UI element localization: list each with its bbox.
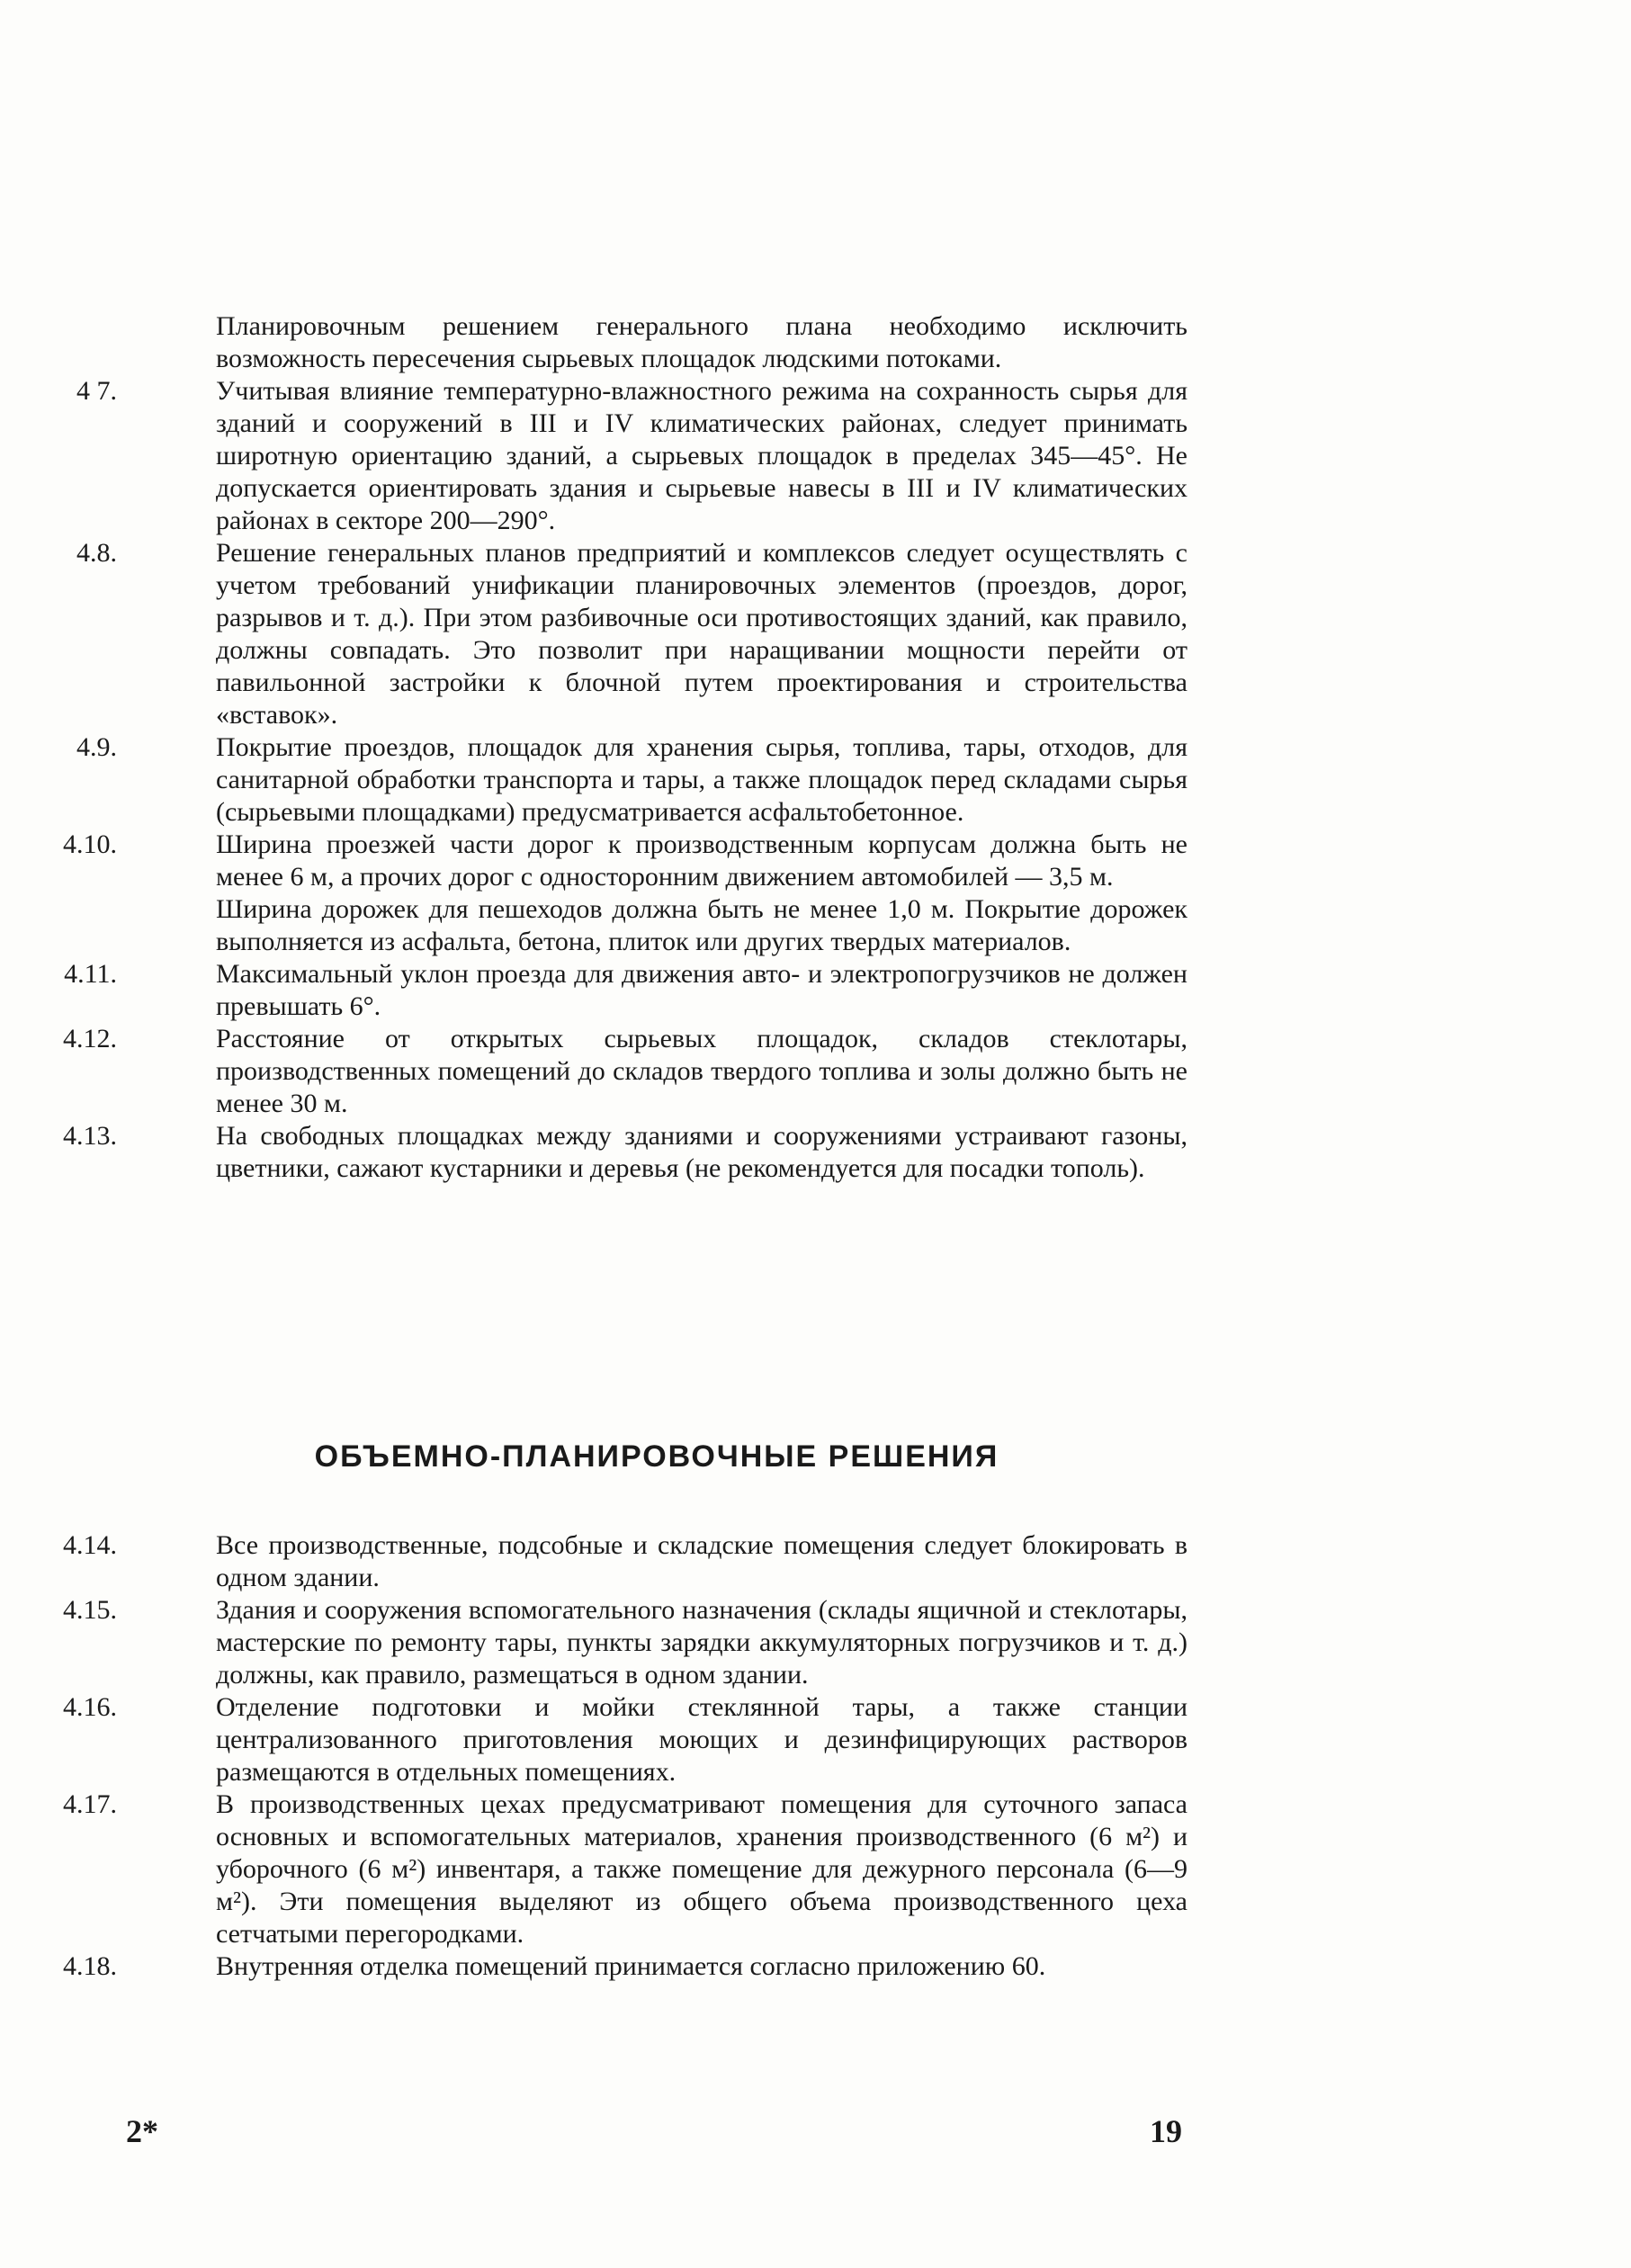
item-4-17 <box>63 1788 1187 1950</box>
item-text: Внутренняя отделка помещений принимается согласно приложению 60. <box>216 1951 1046 1981</box>
item-text: В производственных цехах предусматривают помещения для суточного запаса основных и вспомогательных материалов, хранения производственного (6 м²) и уборочного (6 м²) инвентаря, а также помещение для дежурного персонала (6—9 м²). Эти помещения выделяют из общего объема производственного цеха сетчатыми перегородками. <box>216 1789 1187 1949</box>
item-text: На свободных площадках между зданиями и сооружениями устраивают газоны, цветники, сажают кустарники и деревья (не рекомендуется для посадки тополь). <box>216 1121 1187 1183</box>
item-number: 4.13. <box>63 1121 117 1151</box>
item-4-9 <box>76 731 1187 829</box>
item-4-14 <box>63 1529 1187 1594</box>
upper-text-block <box>63 310 1187 1185</box>
item-number: 4.9. <box>76 732 117 762</box>
item-4-10-continuation <box>126 893 1187 958</box>
item-number: 4.12. <box>63 1024 117 1053</box>
item-number: 4.14. <box>63 1530 117 1560</box>
item-text: Здания и сооружения вспомогательного назначения (склады ящичной и стеклотары, мастерские по ремонту тары, пункты зарядки аккумуляторных погрузчиков и т. д.) должны, как правило, размещаться в одном здании. <box>216 1595 1187 1690</box>
item-text: Учитывая влияние температурно-влажностного режима на сохранность сырья для зданий и сооружений в III и IV климатических районах, следует принимать широтную ориентацию зданий, а сырьевых площадок в пределах 345—45°. Не допускается ориентировать здания и сырьевые навесы в III и IV климатических районах в секторе 200—290°. <box>216 376 1187 535</box>
signature-mark: 2* <box>126 2113 158 2149</box>
item-text: Расстояние от открытых сырьевых площадок, складов стеклотары, производственных помещений до складов твердого топлива и золы должно быть не менее 30 м. <box>216 1024 1187 1118</box>
intro-paragraph: Планировочным решением генерального плана необходимо исключить возможность пересечения сырьевых площадок людскими потоками. <box>216 311 1187 373</box>
item-number: 4.18. <box>63 1951 117 1981</box>
item-text: Ширина проезжей части дорог к производственным корпусам должна быть не менее 6 м, а прочих дорог с односторонним движением автомобилей — 3,5 м. <box>216 829 1187 892</box>
item-text: Решение генеральных планов предприятий и комплексов следует осуществлять с учетом требований унификации планировочных элементов (проездов, дорог, разрывов и т. д.). При этом разбивочные оси противостоящих зданий, как правило, должны совпадать. Это позволит при наращивании мощности перейти от павильонной застройки к блочной путем проектирования и строительства «вставок». <box>216 538 1187 730</box>
item-4-10 <box>63 829 1187 893</box>
item-text: Максимальный уклон проезда для движения авто- и электропогрузчиков не должен превышать 6°. <box>216 959 1187 1021</box>
item-text: Отделение подготовки и мойки стеклянной тары, а также станции централизованного приготовления моющих и дезинфицирующих растворов размещаются в отдельных помещениях. <box>216 1692 1187 1787</box>
section-heading: ОБЪЕМНО-ПЛАНИРОВОЧНЫЕ РЕШЕНИЯ <box>314 1439 999 1474</box>
item-number: 4.11. <box>64 959 117 989</box>
item-4-7 <box>76 375 1187 537</box>
item-4-11 <box>64 958 1187 1023</box>
item-text: Все производственные, подсобные и складские помещения следует блокировать в одном здании. <box>216 1530 1187 1592</box>
item-number: 4.8. <box>76 538 117 568</box>
item-4-18 <box>63 1950 1187 1983</box>
item-4-13 <box>63 1120 1187 1185</box>
item-number: 4.17. <box>63 1789 117 1819</box>
item-text: Ширина дорожек для пешеходов должна быть не менее 1,0 м. Покрытие дорожек выполняется из асфальта, бетона, плиток или других твердых материалов. <box>216 894 1187 956</box>
item-4-15 <box>63 1594 1187 1691</box>
page-number: 19 <box>1150 2113 1182 2149</box>
item-number: 4.15. <box>63 1595 117 1625</box>
item-4-16 <box>63 1691 1187 1788</box>
item-number: 4.16. <box>63 1692 117 1722</box>
item-4-8 <box>76 537 1187 731</box>
item-text: Покрытие проездов, площадок для хранения сырья, топлива, тары, отходов, для санитарной обработки транспорта и тары, а также площадок перед складами сырья (сырьевыми площадками) предусматривается асфальтобетонное. <box>216 732 1187 827</box>
item-4-12 <box>63 1023 1187 1120</box>
item-number: 4 7. <box>76 376 117 406</box>
item-number: 4.10. <box>63 829 117 859</box>
lower-text-block <box>63 1529 1187 1983</box>
